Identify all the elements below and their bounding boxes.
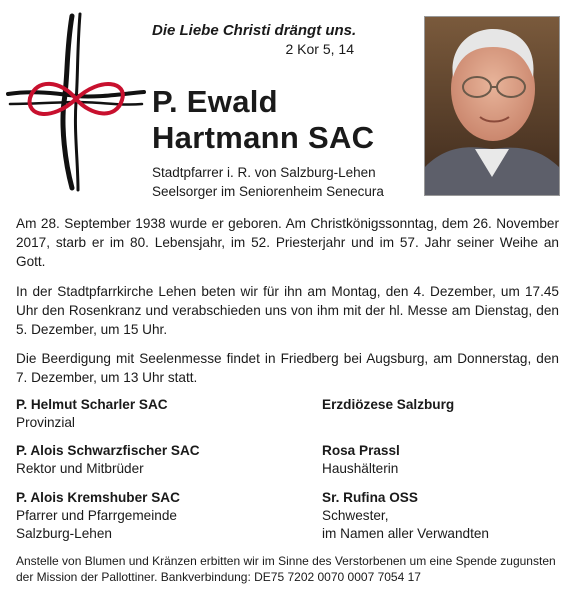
signatory-line: Rektor und Mitbrüder bbox=[16, 461, 144, 476]
signatory bbox=[16, 442, 276, 478]
signatory-name: P. Helmut Scharler SAC bbox=[16, 397, 168, 412]
signatory-name: Rosa Prassl bbox=[322, 443, 400, 458]
cross-infinity-icon bbox=[6, 12, 146, 192]
signatory bbox=[322, 442, 575, 478]
signatory bbox=[16, 489, 276, 543]
paragraph-burial: Die Beerdigung mit Seelenmesse findet in Friedberg bei Augsburg, am Donnerstag, den 7. Dezember, um 13 Uhr statt. bbox=[16, 351, 559, 385]
signatory bbox=[322, 489, 575, 543]
donation-line: der Mission der Pallottiner. Bankverbindung: DE75 7202 0070 0007 7054 17 bbox=[16, 570, 421, 584]
roles bbox=[152, 163, 422, 201]
paragraph-service: In der Stadtpfarrkirche Lehen beten wir für ihn am Montag, den 4. Dezember, um 17.45 Uhr den Rosenkranz und verabschieden uns von ihm mit der hl. Messe am Dienstag, den 5. Dezember, um 15 Uhr. bbox=[16, 284, 559, 337]
signatory-line: Pfarrer und Pfarrgemeinde bbox=[16, 508, 177, 523]
signatory-line: Provinzial bbox=[16, 415, 75, 430]
name-line-2: Hartmann SAC bbox=[152, 120, 375, 155]
signatory-name: Erzdiözese Salzburg bbox=[322, 397, 455, 412]
portrait-photo bbox=[424, 16, 560, 196]
deceased-name bbox=[152, 84, 412, 156]
role-1: Stadtpfarrer i. R. von Salzburg-Lehen bbox=[152, 165, 376, 180]
name-line-1: P. Ewald bbox=[152, 84, 278, 119]
signatory bbox=[16, 396, 276, 432]
signatory-line: im Namen aller Verwandten bbox=[322, 526, 489, 541]
donation-line: Anstelle von Blumen und Kränzen erbitten wir im Sinne des Verstorbenen um eine Spende zugunsten bbox=[16, 554, 556, 568]
signatory-name: P. Alois Schwarzfischer SAC bbox=[16, 443, 200, 458]
quote-text: Die Liebe Christi drängt uns. bbox=[152, 22, 357, 39]
paragraph-birth-death: Am 28. September 1938 wurde er geboren. Am Christkönigssonntag, dem 26. November 2017, starb er im 80. Lebensjahr, im 52. Priesterjahr und im 57. Jahr seiner Weihe an Gott. bbox=[16, 216, 559, 269]
role-2: Seelsorger im Seniorenheim Senecura bbox=[152, 184, 384, 199]
signatory bbox=[322, 396, 575, 414]
signatory-line: Schwester, bbox=[322, 508, 389, 523]
donation-note bbox=[16, 553, 561, 585]
bible-quote bbox=[152, 22, 362, 57]
quote-reference: 2 Kor 5, 14 bbox=[285, 41, 354, 57]
signatory-name: P. Alois Kremshuber SAC bbox=[16, 490, 180, 505]
signatory-line: Salzburg-Lehen bbox=[16, 526, 112, 541]
signatory-line: Haushälterin bbox=[322, 461, 399, 476]
signatory-name: Sr. Rufina OSS bbox=[322, 490, 418, 505]
